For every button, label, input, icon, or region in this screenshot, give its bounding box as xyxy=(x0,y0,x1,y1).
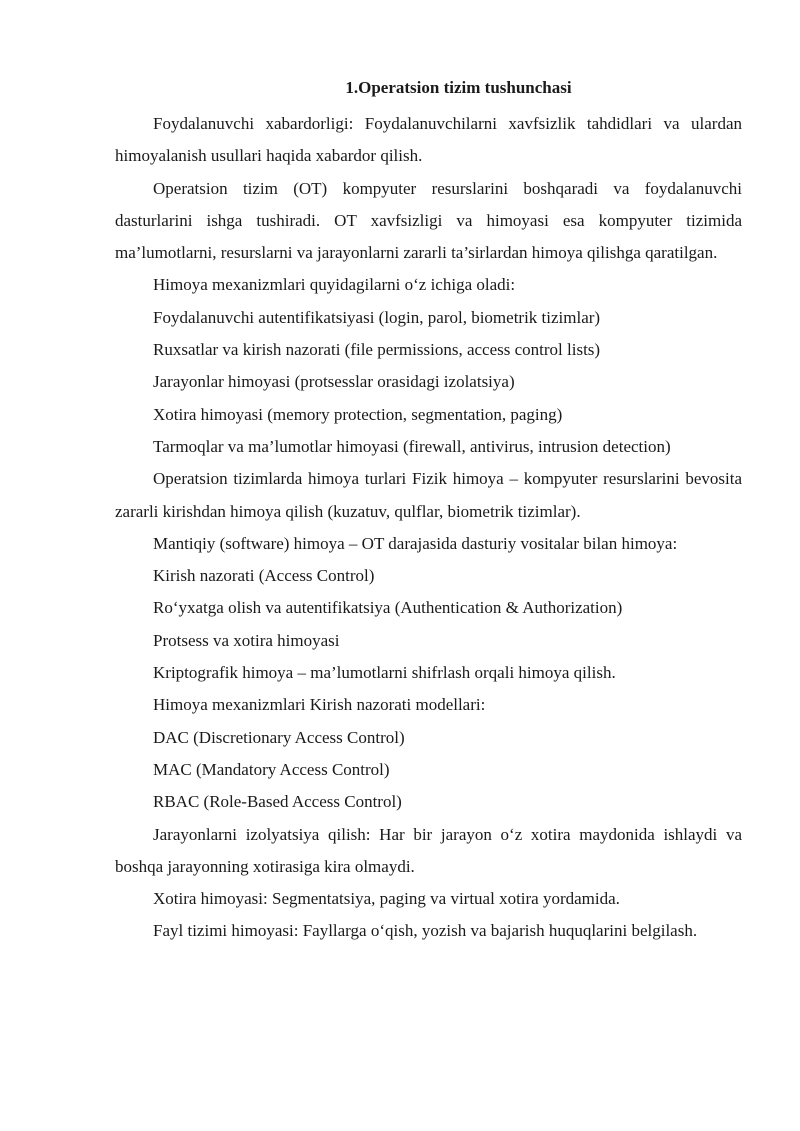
paragraph-memory-protection: Xotira himoyasi: Segmentatsiya, paging va virtual xotira yordamida. xyxy=(153,889,620,909)
paragraph-user-awareness: Foydalanuvchi xabardorligi: Foydalanuvchilarni xavfsizlik tahdidlari va ulardan himoyalanish usullari haqida xabardor qilish. xyxy=(115,114,742,166)
list-item-cryptographic: Kriptografik himoya – ma’lumotlarni shifrlash orqali himoya qilish. xyxy=(153,663,616,683)
list-item-user-authentication: Foydalanuvchi autentifikatsiyasi (login, parol, biometrik tizimlar) xyxy=(153,307,601,327)
list-item-process-memory: Protsess va xotira himoyasi xyxy=(153,630,340,650)
paragraph-logical-protection: Mantiqiy (software) himoya – OT darajasida dasturiy vositalar bilan himoya: xyxy=(153,533,678,553)
list-item-network-protection: Tarmoqlar va ma’lumotlar himoyasi (firewall, antivirus, intrusion detection) xyxy=(153,436,671,456)
list-item-authentication: Ro‘yxatga olish va autentifikatsiya (Authentication & Authorization) xyxy=(153,598,623,618)
list-item-rbac: RBAC (Role-Based Access Control) xyxy=(153,792,402,812)
list-item-process-protection: Jarayonlar himoyasi (protsesslar orasidagi izolatsiya) xyxy=(153,372,515,392)
paragraph-physical-protection: Operatsion tizimlarda himoya turlari Fizik himoya – kompyuter resurslarini bevosita zararli kirishdan himoya qilish (kuzatuv, qulflar, biometrik tizimlar). xyxy=(115,469,742,521)
paragraph-access-models: Himoya mexanizmlari Kirish nazorati modellari: xyxy=(153,695,486,715)
paragraph-filesystem-protection: Fayl tizimi himoyasi: Fayllarga o‘qish, yozish va bajarish huquqlarini belgilash. xyxy=(153,921,698,941)
list-item-dac: DAC (Discretionary Access Control) xyxy=(153,727,405,747)
section-title: 1.Operatsion tizim tushunchasi xyxy=(345,78,572,97)
paragraph-process-isolation: Jarayonlarni izolyatsiya qilish: Har bir jarayon o‘z xotira maydonida ishlaydi va boshqa jarayonning xotirasiga kira olmaydi. xyxy=(115,824,742,876)
paragraph-os-definition: Operatsion tizim (OT) kompyuter resurslarini boshqaradi va foydalanuvchi dasturlarini ishga tushiradi. OT xavfsizligi va himoyasi esa kompyuter tizimida ma’lumotlarni, resurslarni va jarayonlarni zararli ta’sirlardan himoya qilishga qaratilgan. xyxy=(115,178,742,263)
paragraph-protection-intro: Himoya mexanizmlari quyidagilarni o‘z ichiga oladi: xyxy=(153,275,516,295)
list-item-access-control-en: Kirish nazorati (Access Control) xyxy=(153,566,375,586)
document-body xyxy=(115,76,742,948)
list-item-mac: MAC (Mandatory Access Control) xyxy=(153,759,390,779)
list-item-memory-protection: Xotira himoyasi (memory protection, segmentation, paging) xyxy=(153,404,563,424)
list-item-access-control: Ruxsatlar va kirish nazorati (file permissions, access control lists) xyxy=(153,340,601,360)
